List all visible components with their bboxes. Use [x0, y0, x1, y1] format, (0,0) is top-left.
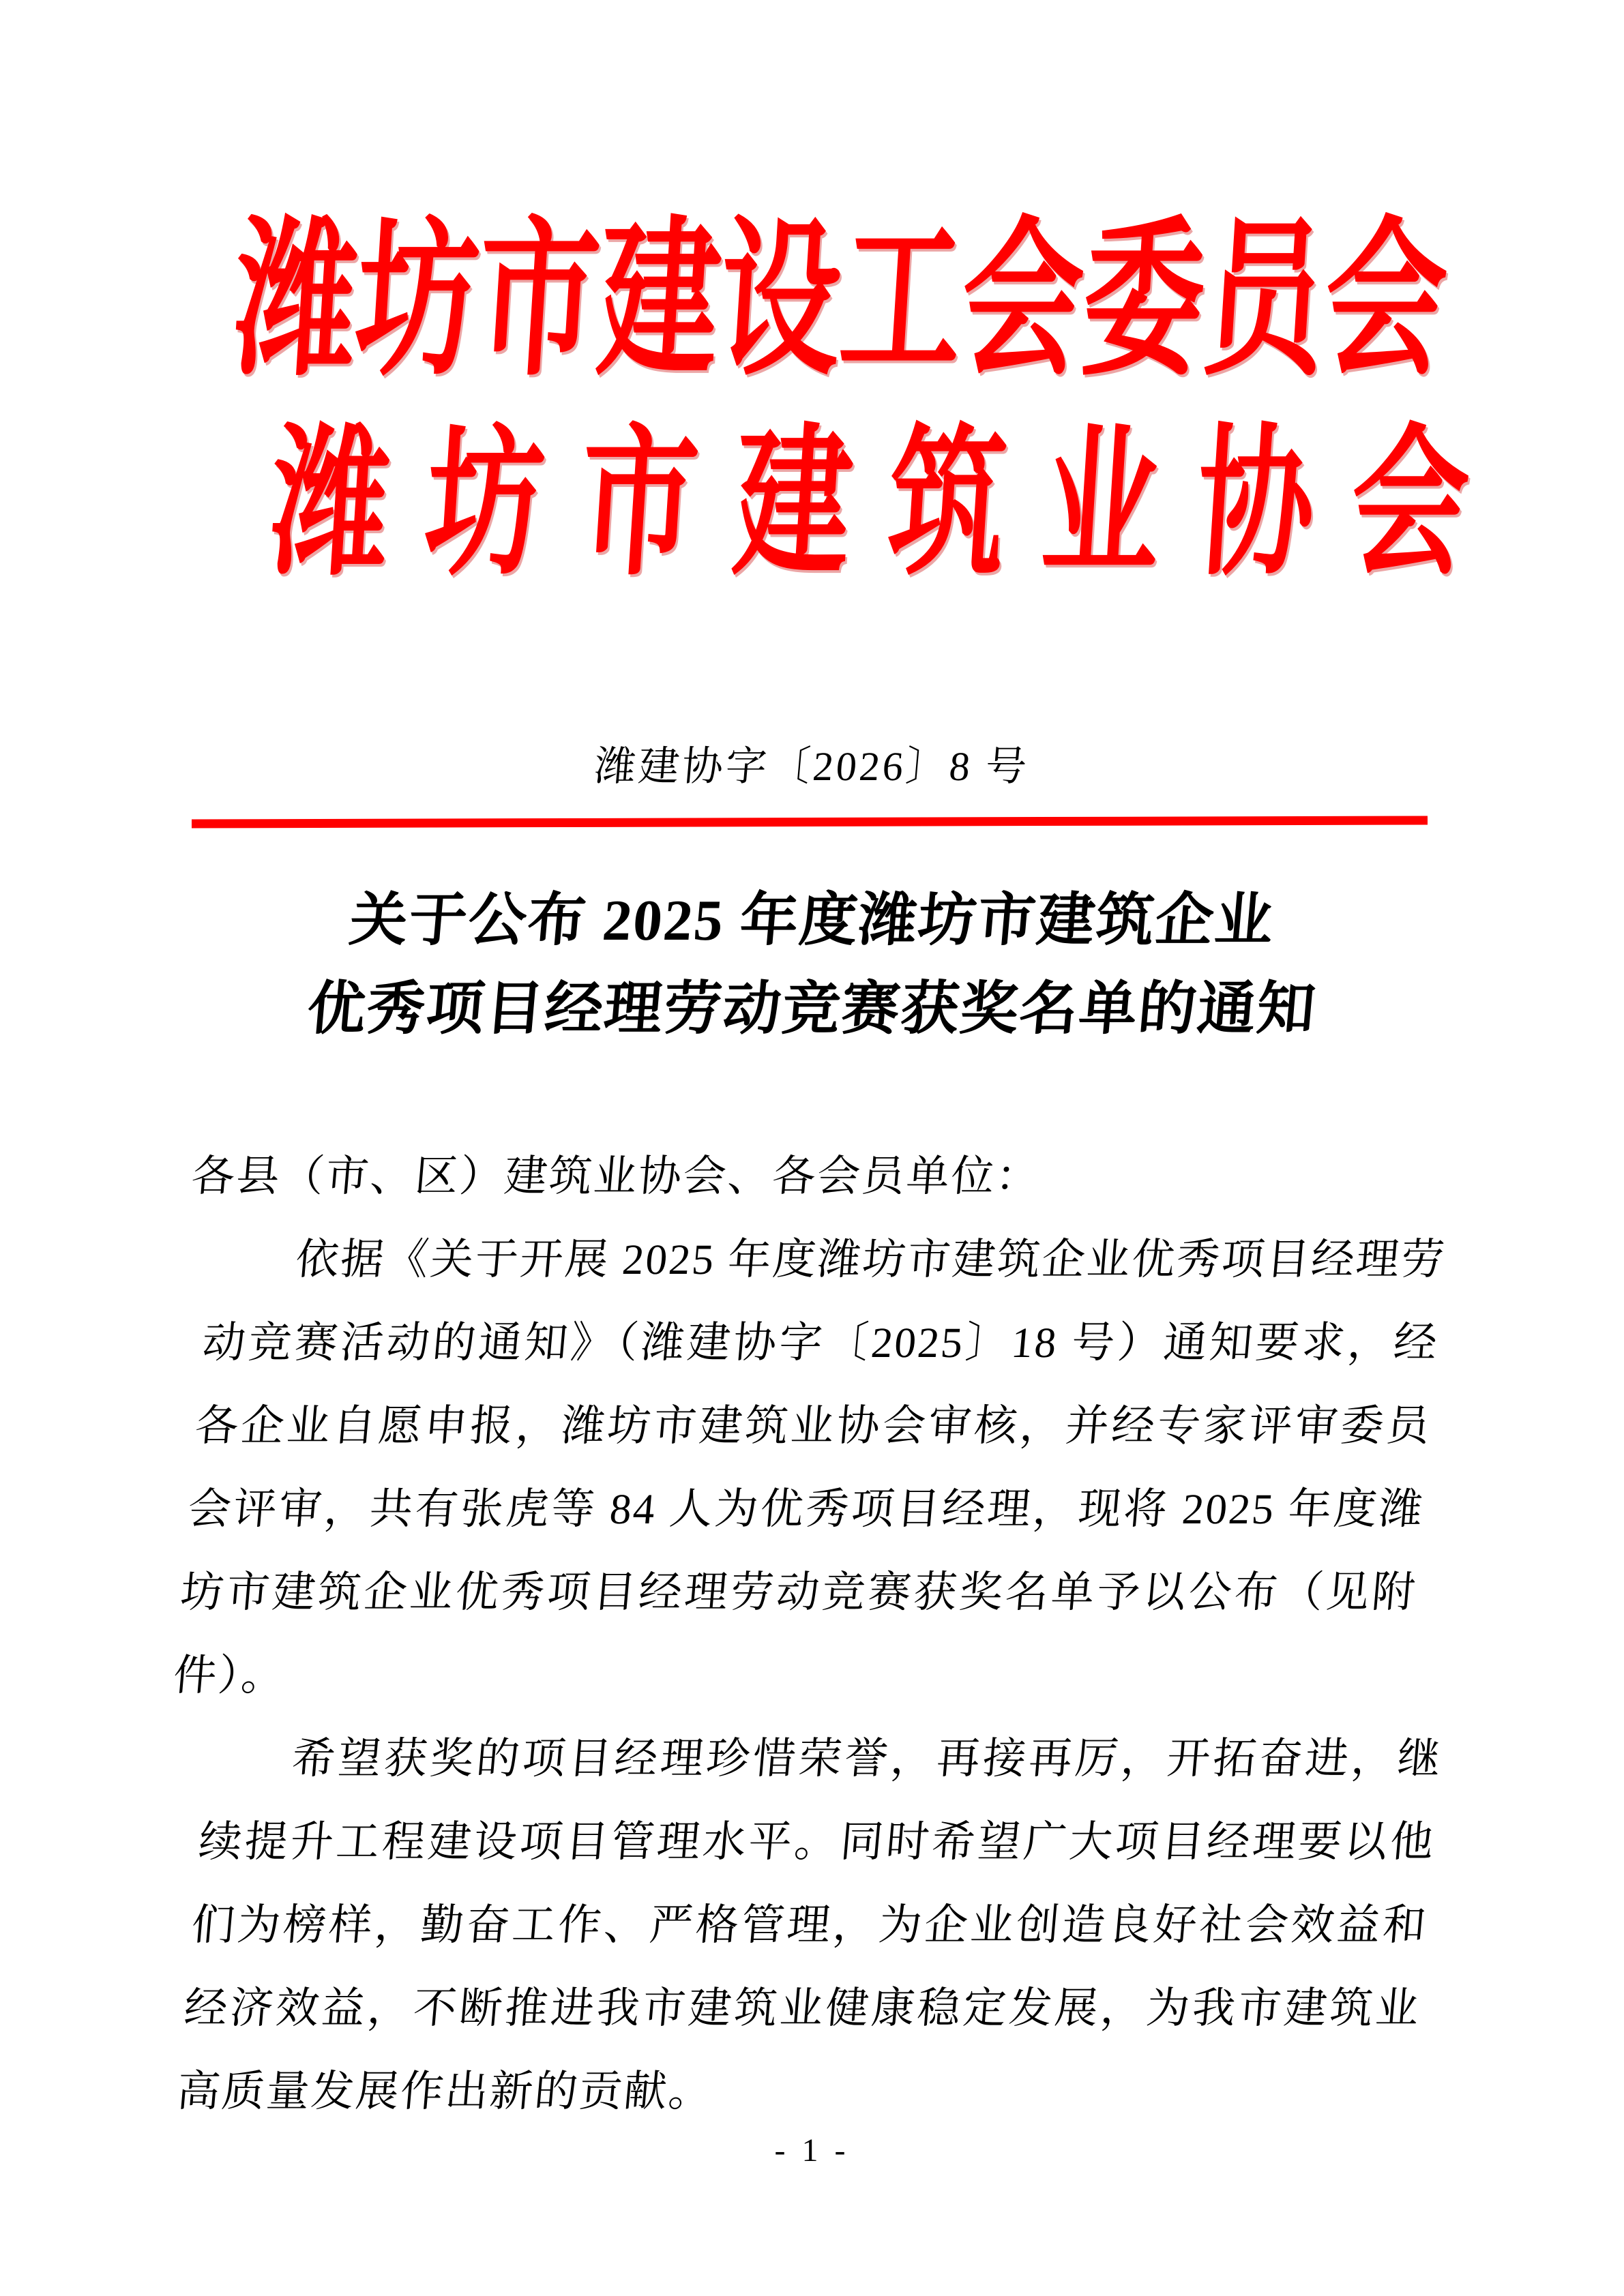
org-header-line-1: 潍坊市建设工会委员会 [229, 207, 1452, 396]
org-header-line-2: 潍坊市建筑业协会 [266, 415, 1511, 595]
page-number: - 1 - [774, 2132, 850, 2168]
salutation-line: 各县（市、区）建筑业协会、各会员单位： [189, 1152, 1043, 1200]
document-title [0, 876, 1624, 1054]
document-number: 潍建协字〔2026〕8 号 [593, 744, 1031, 789]
document-title-line-2: 优秀项目经理劳动竞赛获奖名单的通知 [304, 977, 1320, 1041]
body-paragraph-2: 希望获奖的项目经理珍惜荣誉，再接再厉，开拓奋进，继续提升工程建设项目管理水平。同时希望广大项目经理要以他们为榜样，勤奋工作、严格管理，为企业创造良好社会效益和经济效益，不断推进我市建筑业健康稳定发展，为我市建筑业高质量发展作出新的贡献。 [175, 1735, 1445, 2115]
red-separator-line [192, 816, 1428, 828]
document-body [171, 1135, 1448, 2133]
body-paragraph-1: 依据《关于开展 2025 年度潍坊市建筑企业优秀项目经理劳动竞赛活动的通知》（潍建协字〔2025〕18 号）通知要求，经各企业自愿申报，潍坊市建筑业协会审核，并经专家评审委员会评审，共有张虎等 84 人为优秀项目经理，现将 2025 年度潍坊市建筑企业优秀项目经理劳动竞赛获奖名单予以公布（见附件）。 [171, 1236, 1448, 1699]
document-title-line-1: 关于公布 2025 年度潍坊市建筑企业 [346, 889, 1278, 953]
